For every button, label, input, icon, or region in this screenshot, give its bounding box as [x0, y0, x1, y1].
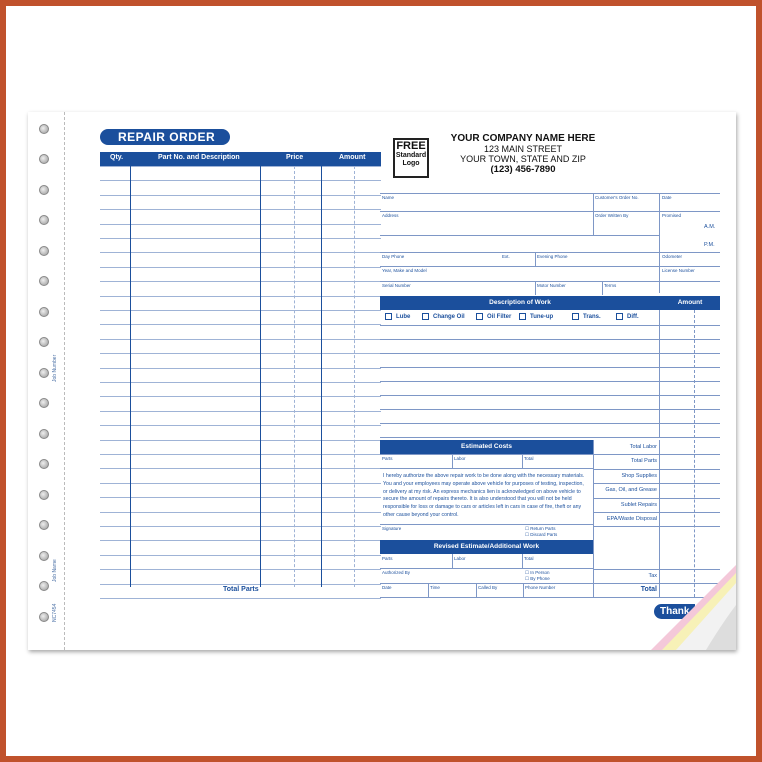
company-phone: (123) 456-7890 — [490, 164, 556, 175]
repair-order-form — [28, 112, 736, 650]
binder-hole — [39, 154, 49, 164]
by-phone-label: ☐ By Phone — [525, 576, 550, 581]
field-line — [380, 454, 593, 455]
field-divider — [659, 193, 660, 293]
col-divider — [294, 166, 295, 587]
year-make-model-label: Year, Make and Model — [382, 268, 427, 273]
parts-table-row[interactable] — [100, 569, 381, 570]
parts-table — [100, 152, 381, 599]
parts-table-row[interactable] — [100, 440, 381, 441]
binder-hole — [39, 124, 49, 134]
revised-estimate-header: Revised Estimate/Additional Work — [380, 540, 593, 554]
parts-table-row[interactable] — [100, 512, 381, 513]
binder-hole — [39, 276, 49, 286]
work-row[interactable] — [380, 423, 720, 424]
parts-table-row[interactable] — [100, 209, 381, 210]
parts-table-row[interactable] — [100, 425, 381, 426]
field-divider — [428, 583, 429, 597]
parts-table-row[interactable] — [100, 252, 381, 253]
work-amount-header: Amount — [660, 296, 720, 310]
date-label: Date — [662, 195, 672, 200]
binder-hole — [39, 581, 49, 591]
return-parts-label: ☐ Return Parts — [525, 526, 556, 531]
parts-table-row[interactable] — [100, 454, 381, 455]
work-checkbox-diff[interactable]: Diff. — [616, 313, 639, 320]
binder-hole — [39, 490, 49, 500]
parts-table-row[interactable] — [100, 324, 381, 325]
binder-hole — [39, 459, 49, 469]
logo-line2: Standard — [395, 152, 427, 159]
col-divider — [130, 166, 131, 587]
rev-labor-label: Labor — [454, 556, 466, 561]
description-of-work-header: Description of Work — [380, 296, 660, 310]
parts-table-row[interactable] — [100, 526, 381, 527]
est-total-label: Total — [524, 456, 534, 461]
logo-line1: FREE — [396, 140, 426, 152]
binder-hole — [39, 551, 49, 561]
field-divider — [476, 583, 477, 597]
binder-hole — [39, 215, 49, 225]
phone-number-label: Phone Number — [525, 585, 556, 590]
parts-table-row[interactable] — [100, 195, 381, 196]
company-info — [438, 133, 608, 175]
parts-table-row[interactable] — [100, 468, 381, 469]
col-qty: Qty. — [110, 154, 124, 161]
parts-table-row[interactable] — [100, 296, 381, 297]
field-line — [380, 211, 720, 212]
field-divider — [602, 281, 603, 295]
field-divider — [593, 193, 594, 235]
work-row[interactable] — [380, 339, 720, 340]
logo-line3: Logo — [402, 160, 420, 167]
parts-table-row[interactable] — [100, 310, 381, 311]
product-code-label: NC7454 — [52, 603, 58, 622]
terms-label: Terms — [604, 283, 617, 288]
parts-table-row[interactable] — [100, 339, 381, 340]
am-label: A.M. — [704, 224, 716, 230]
authorized-by-label: Authorized By — [382, 570, 411, 575]
field-line — [380, 468, 593, 469]
work-checkbox-trans[interactable]: Trans. — [572, 313, 601, 320]
promised-label: Promised — [662, 213, 682, 218]
field-line — [380, 568, 593, 569]
field-divider — [535, 252, 536, 266]
parts-table-row[interactable] — [100, 353, 381, 354]
ext-label: Ext. — [502, 254, 510, 259]
parts-table-row[interactable] — [100, 238, 381, 239]
work-row[interactable] — [380, 409, 720, 410]
work-row[interactable] — [380, 353, 720, 354]
field-line — [380, 252, 720, 253]
binder-hole — [39, 246, 49, 256]
field-divider — [522, 554, 523, 568]
field-divider — [452, 554, 453, 568]
parts-table-row[interactable] — [100, 368, 381, 369]
totals-label: Shop Supplies — [621, 472, 657, 479]
field-divider — [694, 310, 695, 438]
parts-table-row[interactable] — [100, 180, 381, 181]
field-divider — [523, 583, 524, 597]
field-divider — [593, 440, 594, 597]
totals-label: Sublet Repairs — [620, 501, 657, 508]
pm-label: P.M. — [704, 242, 715, 248]
col-divider — [260, 166, 261, 587]
est-parts-label: Parts — [382, 456, 393, 461]
work-row[interactable] — [380, 367, 720, 368]
order-written-by-label: Order Written By — [595, 213, 629, 218]
total-parts-label: Total Parts — [223, 586, 259, 593]
work-row[interactable] — [380, 381, 720, 382]
binder-hole — [39, 398, 49, 408]
col-price: Price — [286, 154, 304, 161]
totals-row-line — [593, 526, 720, 527]
rev-total-label: Total — [524, 556, 534, 561]
binder-hole — [39, 185, 49, 195]
field-divider — [522, 454, 523, 468]
field-divider — [535, 281, 536, 295]
tax-label: Tax — [648, 573, 657, 579]
totals-label: Total Parts — [631, 458, 657, 465]
est-labor-label: Labor — [454, 456, 466, 461]
day-phone-label: Day Phone — [382, 254, 405, 259]
binder-hole — [39, 612, 49, 622]
totals-row-line — [593, 469, 720, 470]
totals-row-line — [593, 498, 720, 499]
parts-table-row[interactable] — [100, 555, 381, 556]
totals-label: EPA/Waste Disposal — [606, 516, 657, 522]
work-row[interactable] — [380, 395, 720, 396]
field-line — [380, 235, 660, 236]
in-person-label: ☐ In Person — [525, 570, 550, 575]
footer-time-label: Time — [430, 585, 440, 590]
work-row[interactable] — [380, 437, 720, 438]
logo — [393, 138, 429, 178]
rev-parts-label: Parts — [382, 556, 393, 561]
odometer-label: Odometer — [662, 254, 683, 259]
motor-number-label: Motor Number — [537, 283, 566, 288]
thank-you-banner: Thank — [654, 604, 695, 619]
binder-hole — [39, 337, 49, 347]
discard-parts-label: ☐ Discard Parts — [525, 532, 558, 537]
grand-total-label: Total — [640, 586, 657, 593]
totals-row-line — [593, 454, 720, 455]
company-street: 123 MAIN STREET — [483, 144, 563, 154]
estimated-costs-header: Estimated Costs — [380, 440, 593, 454]
address-label: Address — [382, 213, 399, 218]
parts-table-row[interactable] — [100, 483, 381, 484]
called-by-label: Called By — [478, 585, 498, 590]
parts-table-row[interactable] — [100, 224, 381, 225]
evening-phone-label: Evening Phone — [537, 254, 568, 259]
serial-number-label: Serial Number — [382, 283, 411, 288]
totals-label: Gas, Oil, and Grease — [605, 487, 657, 494]
parts-table-row[interactable] — [100, 382, 381, 383]
parts-table-row[interactable] — [100, 396, 381, 397]
parts-table-header — [100, 152, 381, 166]
binder-hole — [39, 520, 49, 530]
col-divider — [354, 166, 355, 587]
binder-hole — [39, 429, 49, 439]
authorization-text: I hereby authorize the above repair work to be done along with the necessary materials. You and your employees may operate above vehicle for purposes of testing, inspection, or delivery at my risk. An express mechanics lien is acknowledged on above vehicle to secure the amount of repairs thereto. It is also understood that you will not be held responsible for loss or damage to cars or articles left in cars in case of fire, theft or any other cause beyond your control. — [383, 473, 585, 518]
work-checkbox-lube[interactable]: Lube — [385, 313, 410, 320]
footer-date-label: Date — [382, 585, 392, 590]
parts-table-row[interactable] — [100, 540, 381, 541]
page-curl — [646, 565, 736, 650]
company-name: YOUR COMPANY NAME HERE — [450, 133, 596, 144]
signature-label: Signature — [382, 526, 402, 531]
company-city: YOUR TOWN, STATE AND ZIP — [460, 154, 586, 164]
work-checkbox-change-oil[interactable]: Change Oil — [422, 313, 465, 320]
col-part: Part No. and Description — [158, 154, 240, 161]
binder-hole — [39, 307, 49, 317]
col-divider — [321, 166, 322, 587]
parts-table-row[interactable] — [100, 411, 381, 412]
totals-row-line — [593, 512, 720, 513]
work-checkbox-oil-filter[interactable]: Oil Filter — [476, 313, 511, 320]
totals-row-line — [593, 483, 720, 484]
perforation-line — [64, 112, 65, 650]
field-line — [380, 524, 593, 525]
field-line — [380, 281, 720, 282]
work-checkbox-tune-up[interactable]: Tune-up — [519, 313, 553, 320]
parts-table-row[interactable] — [100, 166, 381, 167]
page-title: REPAIR ORDER — [100, 129, 230, 145]
work-row[interactable] — [380, 325, 720, 326]
field-line — [380, 266, 720, 267]
license-number-label: License Number — [662, 268, 695, 273]
parts-table-row[interactable] — [100, 497, 381, 498]
job-number-side-label: Job Number — [52, 354, 58, 382]
field-line — [380, 193, 720, 194]
parts-table-row[interactable] — [100, 598, 381, 599]
customers-order-label: Customer's Order No. — [595, 195, 639, 200]
parts-table-row[interactable] — [100, 584, 381, 585]
job-name-side-label: Job Name — [52, 559, 58, 582]
field-divider — [452, 454, 453, 468]
totals-label: Total Labor — [629, 444, 657, 450]
parts-table-row[interactable] — [100, 281, 381, 282]
col-amount: Amount — [339, 154, 366, 161]
binder-hole — [39, 368, 49, 378]
name-label: Name — [382, 195, 395, 200]
field-divider — [659, 310, 660, 438]
parts-table-row[interactable] — [100, 267, 381, 268]
